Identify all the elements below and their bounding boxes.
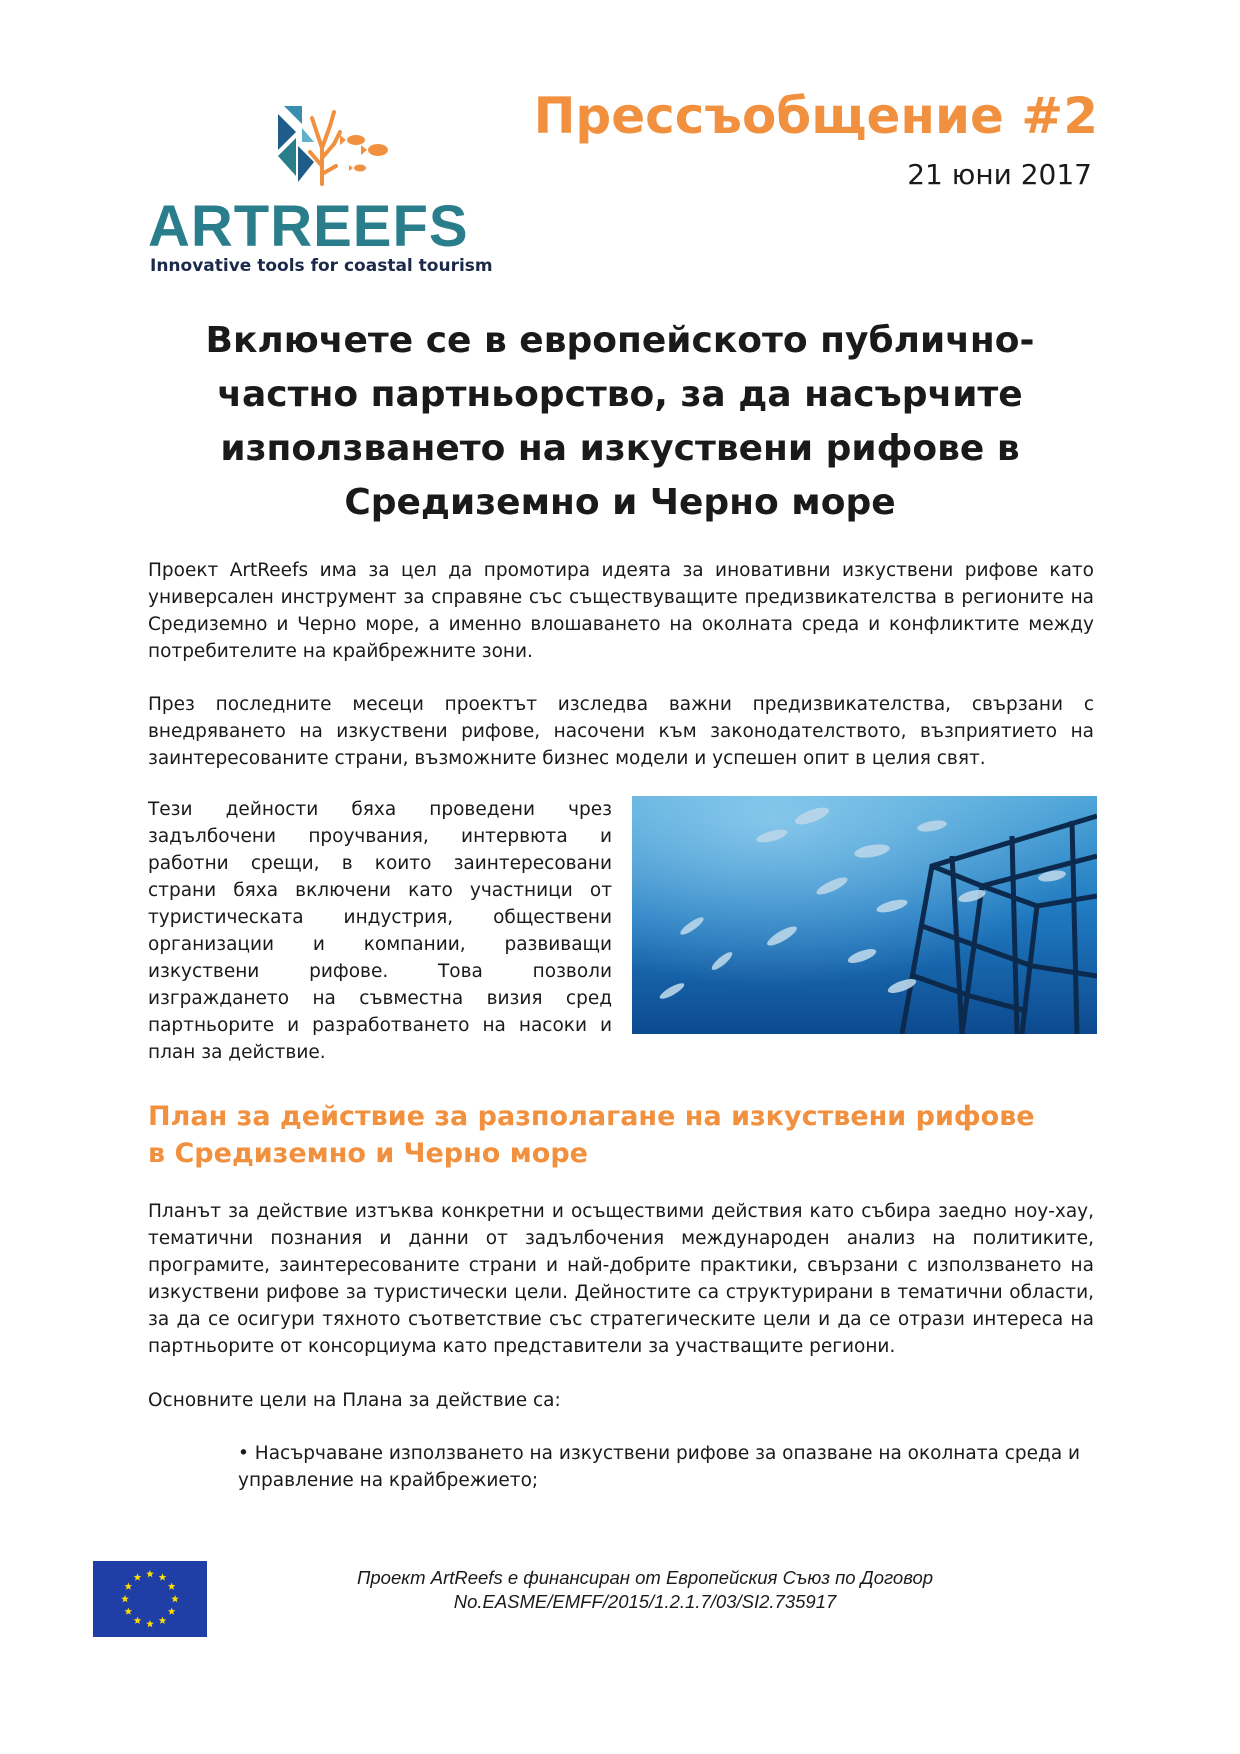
eu-flag-icon (93, 1561, 207, 1637)
artreefs-logo-icon (278, 106, 398, 186)
paragraph-research: През последните месеци проектът изследва важни предизвикателства, свързани с внедряването на изкуствени рифове, насочени към законодателството, възприятието на заинтересованите страни, възможните бизнес модели и успешен опит в целия свят. (148, 694, 1094, 769)
funding-note-line-1: Проект ArtReefs е финансиран от Европейския Съюз по Договор (356, 1567, 934, 1588)
funding-note-line-2: No.EASME/EMFF/2015/1.2.1.7/03/SI2.735917 (453, 1591, 837, 1612)
underwater-reef-photo (632, 796, 1097, 1034)
funding-note (320, 1566, 970, 1614)
section-heading: План за действие за разполагане на изкуствени рифове в Средиземно и Черно море (148, 1101, 1035, 1169)
press-release-title: Прессъобщение #2 (533, 87, 1098, 145)
paragraph-main-goals: Основните цели на Плана за действие са: (148, 1390, 561, 1411)
logo-wordmark: ARTREEFS (148, 194, 469, 259)
press-release-date: 21 юни 2017 (907, 158, 1092, 191)
paragraph-intro: Проект ArtReefs има за цел да промотира идеята за иновативни изкуствени рифове като универсален инструмент за справяне със съществуващите предизвикателства в регионите на Средиземно и Черно море, а именно влошаването на околната среда и конфликтите между потребителите на крайбрежните зони. (148, 560, 1094, 662)
paragraph-activities: Тези дейности бяха проведени чрез задълбочени проучвания, интервюта и работни срещи, в които заинтересовани страни бяха включени като участници от туристическата индустрия, обществени организации и компании, развиващи изкуствени рифове. Това позволи изграждането на съвместна визия сред партньорите и разработването на насоки и план за действие. (148, 799, 612, 1063)
headline: Включете се в европейското публично-частно партньорство, за да насърчите използването на изкуствени рифове в Средиземно и Черно море (205, 320, 1035, 523)
list-item: • Насърчаване използването на изкуствени рифове за опазване на околната среда и управление на крайбрежието; (238, 1443, 1081, 1491)
paragraph-action-plan: Планът за действие изтъква конкретни и осъществими действия като събира заедно ноу-хау, тематични познания и данни от задълбочения международен анализ на политиките, програмите, заинтересованите страни и най-добрите практики, свързани с използването на изкуствени рифове за туристически цели. Дейностите са структурирани в тематични области, за да се осигури тяхното съответствие със стратегическите цели и да се отрази интереса на партньорите от консорциума като представители за участващите региони. (148, 1201, 1094, 1357)
logo-tagline: Innovative tools for coastal tourism (150, 256, 493, 276)
